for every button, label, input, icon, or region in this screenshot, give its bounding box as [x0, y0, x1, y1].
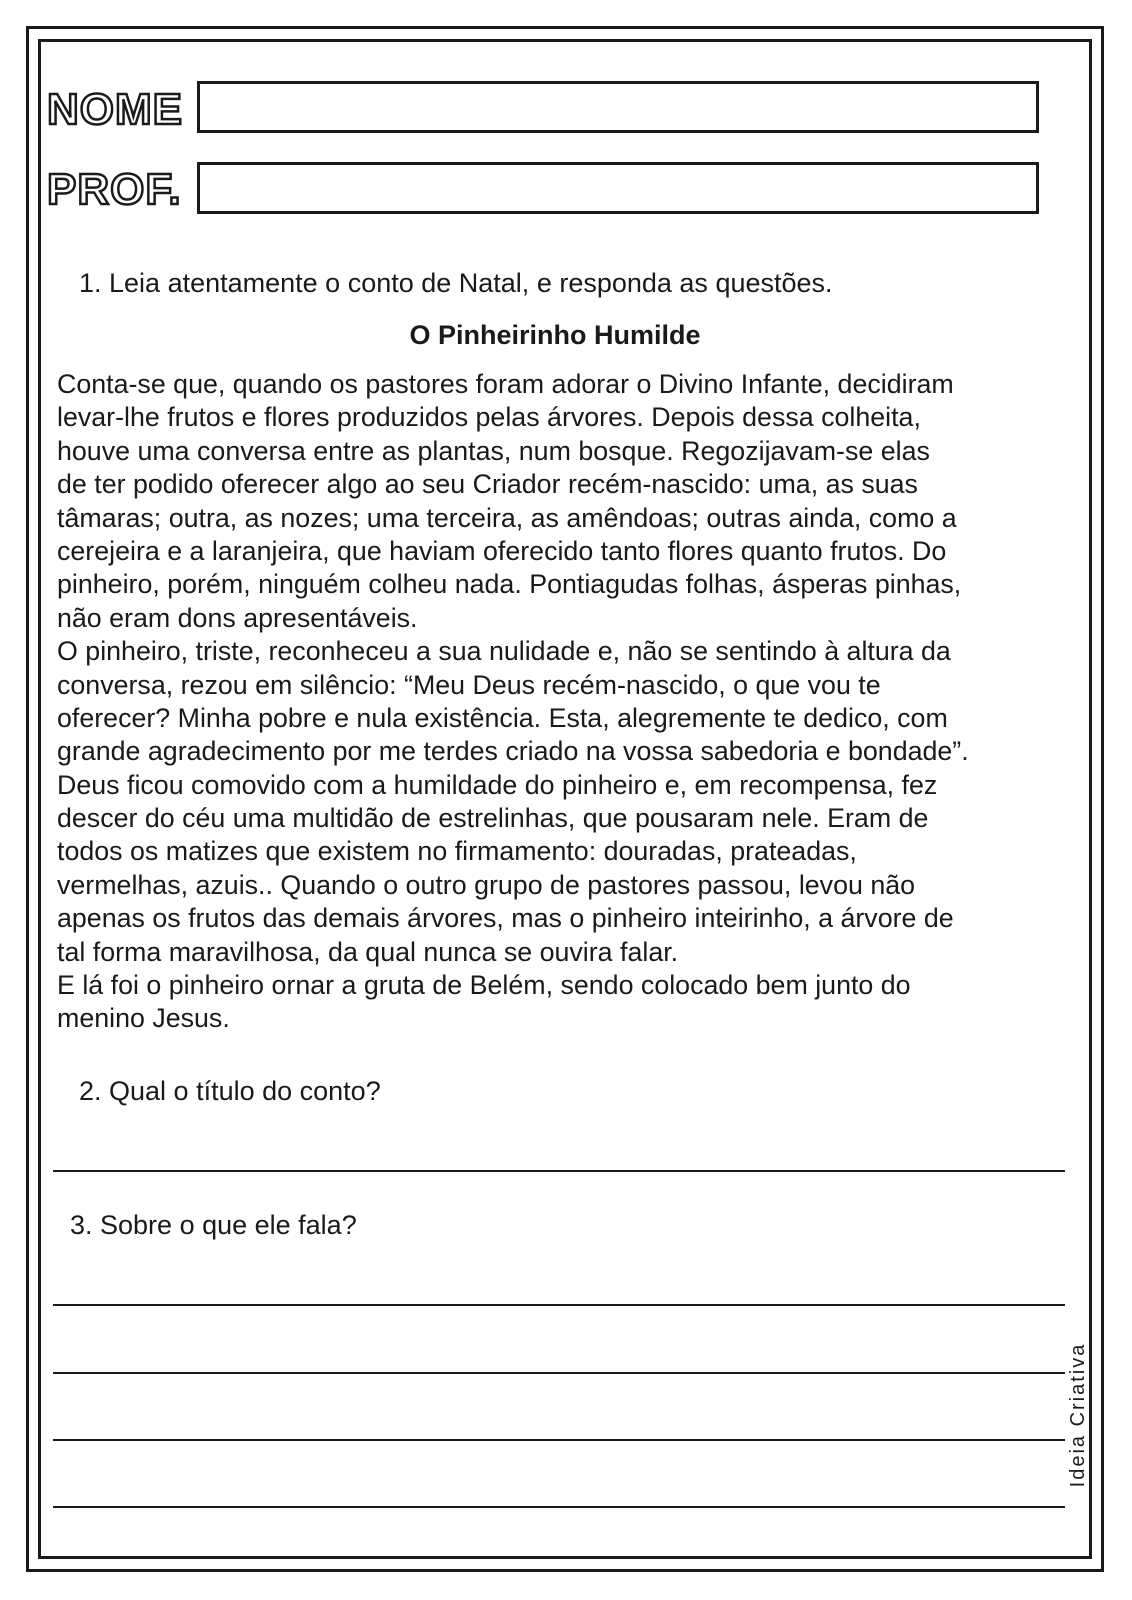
- story-line: pinheiro, porém, ninguém colheu nada. Pontiagudas folhas, ásperas pinhas,: [57, 569, 962, 600]
- story-line: vermelhas, azuis.. Quando o outro grupo de pastores passou, levou não: [57, 869, 916, 900]
- story-line: O pinheiro, triste, reconheceu a sua nulidade e, não se sentindo à altura da: [57, 636, 951, 667]
- story-line: tal forma maravilhosa, da qual nunca se ouvira falar.: [57, 936, 679, 967]
- story-line: levar-lhe frutos e flores produzidos pelas árvores. Depois dessa colheita,: [57, 402, 921, 433]
- story-title: O Pinheirinho Humilde: [409, 320, 701, 350]
- watermark: [1064, 1320, 1089, 1510]
- story-line: descer do céu uma multidão de estrelinhas, que pousaram nele. Eram de: [57, 803, 929, 834]
- story-line: Conta-se que, quando os pastores foram adorar o Divino Infante, decidiram: [57, 369, 954, 399]
- answer-line-q3-3[interactable]: [53, 1439, 1065, 1441]
- story-text: [57, 368, 1077, 1036]
- story-line: não eram dons apresentáveis.: [57, 602, 418, 633]
- answer-line-q2[interactable]: [53, 1170, 1065, 1172]
- story-line: apenas os frutos das demais árvores, mas o pinheiro inteirinho, a árvore de: [57, 903, 954, 934]
- question-2: 2. Qual o título do conto?: [79, 1076, 381, 1106]
- answer-line-q3-2[interactable]: [53, 1372, 1065, 1374]
- story-line: conversa, rezou em silêncio: “Meu Deus recém-nascido, o que vou te: [57, 669, 881, 700]
- question-1: 1. Leia atentamente o conto de Natal, e responda as questões.: [79, 268, 833, 298]
- teacher-label: PROF.: [47, 165, 182, 214]
- story-line: menino Jesus.: [57, 1003, 230, 1034]
- story-line: tâmaras; outra, as nozes; uma terceira, as amêndoas; outras ainda, como a: [57, 502, 957, 533]
- story-line: houve uma conversa entre as plantas, num bosque. Regozijavam-se elas: [57, 435, 930, 466]
- teacher-field[interactable]: [197, 162, 1039, 214]
- story-line: Deus ficou comovido com a humildade do pinheiro e, em recompensa, fez: [57, 769, 938, 800]
- story-line: cerejeira e a laranjeira, que haviam oferecido tanto flores quanto frutos. Do: [57, 535, 947, 566]
- name-field[interactable]: [197, 81, 1039, 133]
- story-line: E lá foi o pinheiro ornar a gruta de Belém, sendo colocado bem junto do: [57, 970, 911, 1001]
- story-line: de ter podido oferecer algo ao seu Criador recém-nascido: uma, as suas: [57, 469, 918, 500]
- story-line: todos os matizes que existem no firmamento: douradas, prateadas,: [57, 836, 857, 867]
- question-3: 3. Sobre o que ele fala?: [70, 1210, 357, 1240]
- story-line: grande agradecimento por me terdes criado na vossa sabedoria e bondade”.: [57, 736, 969, 767]
- name-label: NOME: [47, 85, 183, 134]
- answer-line-q3-1[interactable]: [53, 1304, 1065, 1306]
- watermark-text: Ideia Criativa: [1067, 1320, 1087, 1510]
- answer-line-q3-4[interactable]: [53, 1506, 1065, 1508]
- story-line: oferecer? Minha pobre e nula existência. Esta, alegremente te dedico, com: [57, 702, 948, 733]
